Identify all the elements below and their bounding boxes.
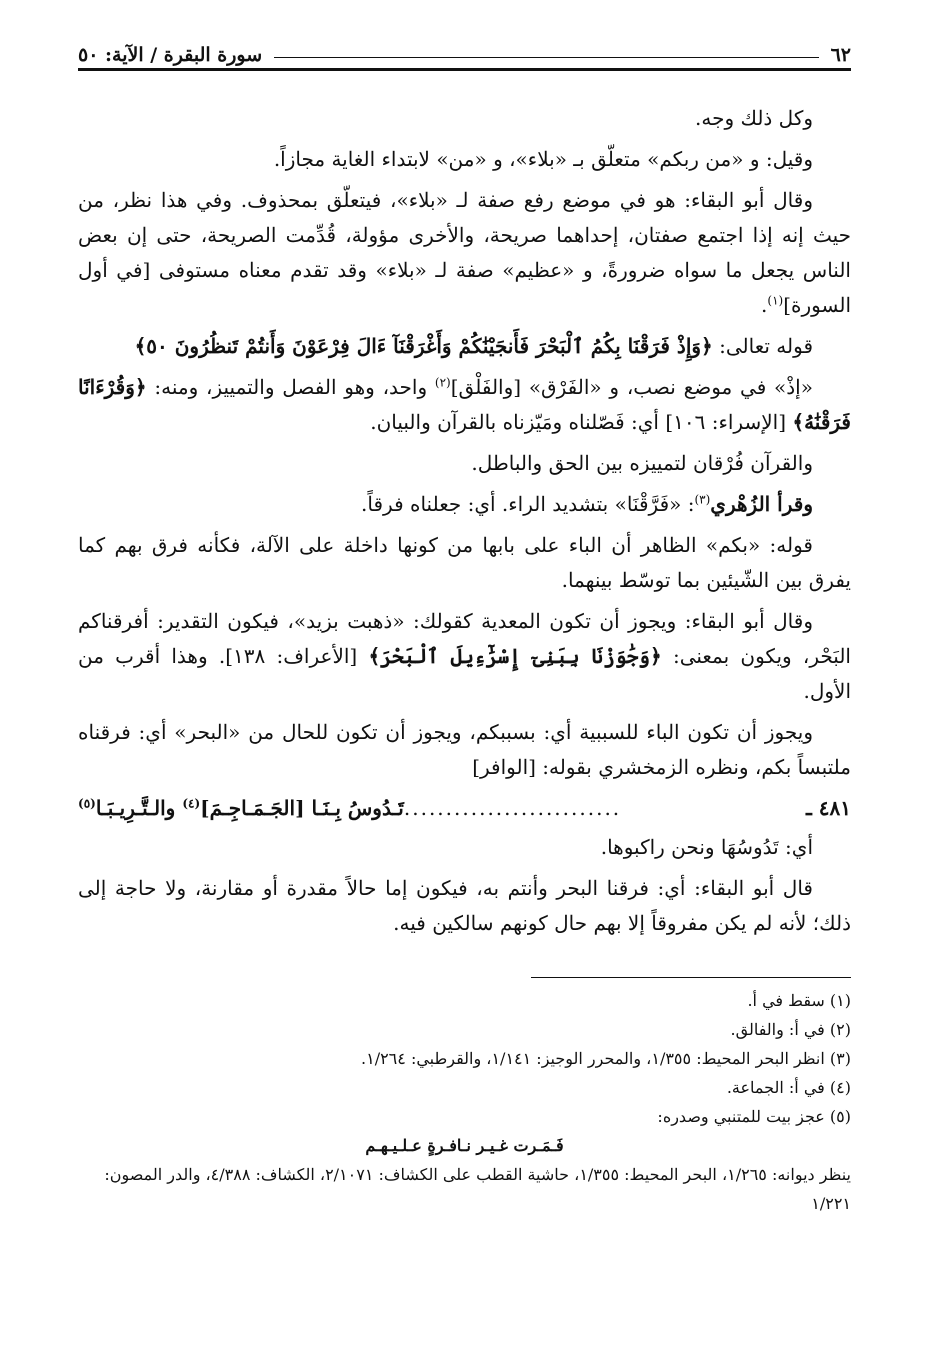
main-text <box>78 101 851 941</box>
poem-hemistich <box>78 791 404 826</box>
paragraph <box>78 101 851 136</box>
text: [الأعراف: ١٣٨]. وهذا أقرب من الأول. <box>78 644 851 703</box>
text: وكل ذلك وجه. <box>695 106 813 130</box>
paragraph <box>78 487 851 522</box>
quran-verse: ﴿وَقُرْءَانًا فَرَقْنَٰهُ﴾ <box>78 375 851 434</box>
footnote-ref[interactable]: (٥) <box>78 796 96 811</box>
footnote-ref[interactable]: (٤) <box>182 796 201 811</box>
paragraph <box>78 830 851 865</box>
quran-verse: ﴿وَجَٰوَزْنَا بِبَنِىٓ إِسْرَٰٓءِيلَ ٱلْبَحْرَ﴾ <box>368 644 662 668</box>
text: : «فَرَّقْنَا» بتشديد الراء. أي: جعلناه فرقاً. <box>361 492 695 516</box>
paragraph <box>78 715 851 785</box>
footnote-ref[interactable]: (١) <box>767 293 784 308</box>
text: ويجوز أن تكون الباء للسببية أي: بسببكم، ويجوز أن تكون للحال من «البحر» أي: فرقناه ملتبساً بكم، ونظره الزمخشري بقوله: [الوافر] <box>78 720 851 779</box>
text: قال أبو البقاء: أي: فرقنا البحر وأنتم به، فيكون إما حالاً مقدرة أو مقارنة، ولا حاجة إلى ذلك؛ لأنه لم يكن مفروقاً إلا بهم حال كونهم سالكين فيه. <box>78 876 851 935</box>
footnote-ref[interactable]: (٣) <box>694 492 711 507</box>
text: وقرأ الزُهْري <box>710 492 813 516</box>
paragraph <box>78 329 851 364</box>
header-divider <box>78 68 851 71</box>
text: والقرآن فُرْقان لتمييزه بين الحق والباطل. <box>471 451 813 475</box>
poem-line <box>78 791 851 826</box>
header-rule <box>274 57 818 58</box>
footnote-ref[interactable]: (٢) <box>434 375 451 390</box>
footnote-verse: فَـمَـرت غـيـر نـافـرةٍ عـلـيـهـم <box>365 1136 564 1155</box>
footnote: (٢) في أ: والفالق. <box>730 1020 851 1039</box>
running-title: سورة البقرة / الآية: ٥٠ <box>78 44 263 66</box>
poem-dots: .......................... <box>403 796 622 820</box>
text: أي: تَدُوسُهَا ونحن راكبوها. <box>600 835 813 859</box>
text: قوله تعالى: <box>712 334 813 358</box>
text: قوله: «بكم» الظاهر أن الباء على بابها من كونها داخلة على الآلة، فكأنه فرق بهم كما يفرق بين الشّيئين بما توسّط بينهما. <box>78 533 851 592</box>
footnote: (٣) انظر البحر المحيط: ١/٣٥٥، والمحرر الوجيز: ١/١٤١، والقرطبي: ١/٢٦٤. <box>361 1049 851 1068</box>
footnote: (٥) عجز بيت للمتنبي وصدره: <box>657 1107 851 1126</box>
footnote-separator <box>531 977 851 978</box>
quran-verse: ﴿وَإِذْ فَرَقْنَا بِكُمُ ٱلْبَحْرَ فَأَنجَيْنَٰكُمْ وَأَغْرَقْنَآ ءَالَ فِرْعَوْنَ وَأَنتُمْ تَنظُرُونَ ٥٠﴾ <box>134 334 713 358</box>
text: تَـدُوسُ بِـنَـا [الجَـمَـاجِـمَ] <box>200 796 404 820</box>
footnote: (١) سقط في أ. <box>747 991 851 1010</box>
footnotes <box>78 986 851 1218</box>
text: [الإسراء: ١٠٦] أي: فَصّلناه ومَيّزناه بالقرآن والبيان. <box>370 410 793 434</box>
page-number: ٦٢ <box>830 44 851 66</box>
paragraph <box>78 183 851 323</box>
paragraph <box>78 370 851 440</box>
text: «إذْ» في موضع نصب، و «الفَرْق» [والفَلْق] <box>450 375 813 399</box>
text: واحد، وهو الفصل والتمييز، ومنه: <box>146 375 435 399</box>
text: وقيل: و «من ربكم» متعلّق بـ «بلاء»، و «من» لابتداء الغاية مجازاً. <box>273 147 813 171</box>
page-header <box>78 30 851 66</box>
paragraph <box>78 446 851 481</box>
text: وقال أبو البقاء: هو في موضع رفع صفة لـ «بلاء»، فيتعلّق بمحذوف. وفي هذا نظر، من حيث إنه إذا اجتمع صفتان، إحداهما صريحة، والأخرى مؤولة، قُدِّمت الصريحة، حتى إن بعض الناس يجعل ما سواه ضرورةً، و «عظيم» صفة لـ «بلاء» وقد تقدم معناه مستوفى [في أول السورة] <box>78 188 852 317</box>
text: وقال أبو البقاء: ويجوز أن تكون المعدية كقولك: «ذهبت بزيد»، فيكون التقدير: أفرقناكم البَحْر، ويكون بمعنى: <box>78 609 851 668</box>
paragraph <box>78 871 851 941</box>
footnote: (٤) في أ: الجماعة. <box>726 1078 851 1097</box>
paragraph <box>78 604 851 709</box>
text: والـتَّـرِيـبَـا <box>95 796 183 820</box>
poem-number: ٤٨١ ـ <box>805 796 851 820</box>
paragraph <box>78 528 851 598</box>
footnote-source: ينظر ديوانه: ١/٢٦٥، البحر المحيط: ١/٣٥٥، حاشية القطب على الكشاف: ٢/١٠٧١، الكشاف: ٤/٣٨٨، والدر المصون: ١/٢٢١ <box>104 1165 851 1213</box>
text: . <box>761 293 768 317</box>
paragraph <box>78 142 851 177</box>
